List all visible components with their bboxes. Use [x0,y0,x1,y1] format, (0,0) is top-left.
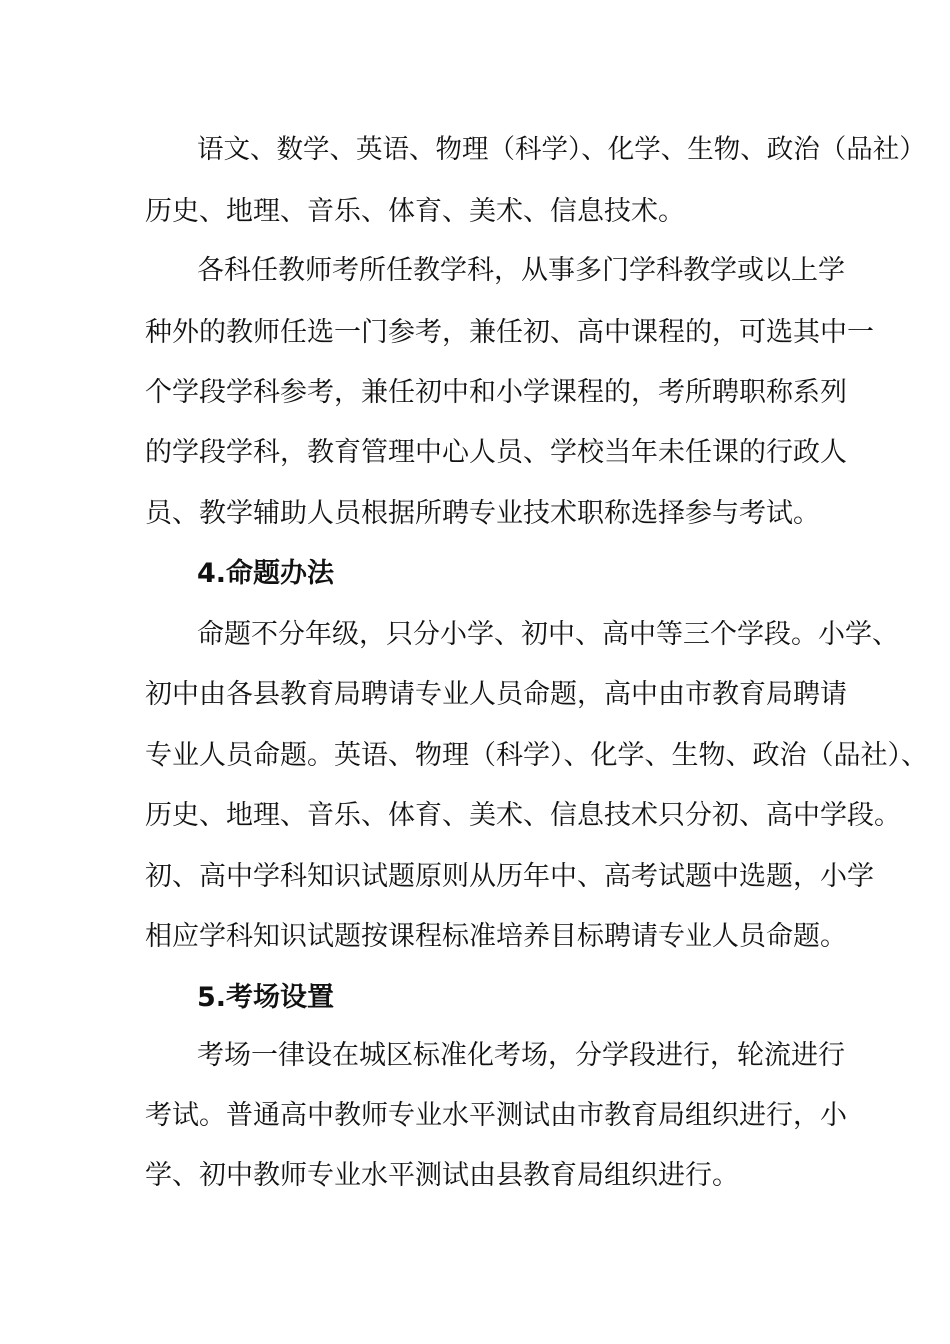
paragraph-line: 命题不分年级，只分小学、初中、高中等三个学段。小学、 [197,619,899,650]
paragraph-line: 考场一律设在城区标准化考场，分学段进行，轮流进行 [197,1040,845,1071]
paragraph-line: 员、教学辅助人员根据所聘专业技术职称选择参与考试。 [145,498,820,529]
paragraph-line: 历史、地理、音乐、体育、美术、信息技术只分初、高中学段。 [145,800,901,831]
paragraph-line: 各科任教师考所任教学科，从事多门学科教学或以上学 [197,255,845,286]
section-heading: 5.考场设置 [197,982,335,1013]
paragraph-line: 相应学科知识试题按课程标准培养目标聘请专业人员命题。 [145,921,847,952]
paragraph-line: 考试。普通高中教师专业水平测试由市教育局组织进行，小 [145,1100,847,1131]
paragraph-line: 初、高中学科知识试题原则从历年中、高考试题中选题，小学 [145,861,874,892]
paragraph-line: 历史、地理、音乐、体育、美术、信息技术。 [145,196,685,227]
paragraph-line: 种外的教师任选一门参考，兼任初、高中课程的，可选其中一 [145,317,874,348]
paragraph-line: 语文、数学、英语、物理（科学）、化学、生物、政治（品社） [197,134,926,165]
paragraph-line: 学、初中教师专业水平测试由县教育局组织进行。 [145,1160,739,1191]
paragraph-line: 个学段学科参考，兼任初中和小学课程的，考所聘职称系列 [145,377,847,408]
paragraph-line: 的学段学科，教育管理中心人员、学校当年未任课的行政人 [145,437,847,468]
paragraph-line: 专业人员命题。英语、物理（科学）、化学、生物、政治（品社）、 [145,740,928,771]
section-heading: 4.命题办法 [197,558,335,589]
paragraph-line: 初中由各县教育局聘请专业人员命题，高中由市教育局聘请 [145,679,847,710]
